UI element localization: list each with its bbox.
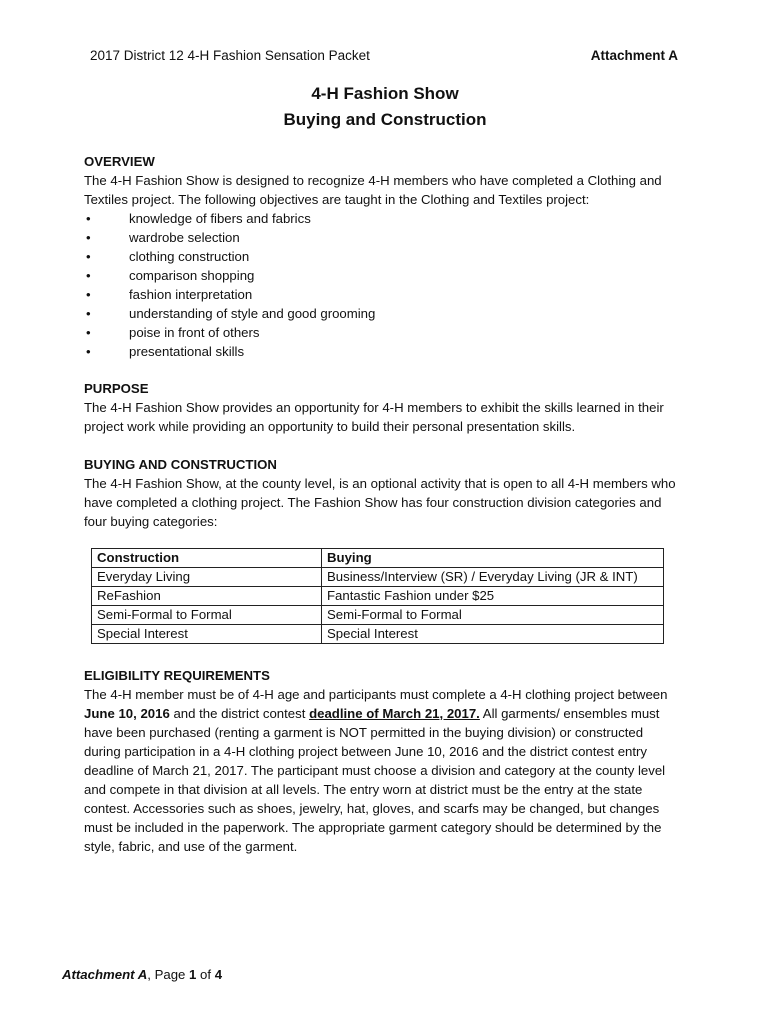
eligibility-section xyxy=(84,666,680,856)
bullet-icon: • xyxy=(86,268,91,283)
overview-intro: The 4-H Fashion Show is designed to recognize 4-H members who have completed a Clothing and Textiles project. The following objectives are taught in the Clothing and Textiles project: xyxy=(84,173,662,207)
construction-column-header: Construction xyxy=(92,549,322,568)
bullet-icon: • xyxy=(86,249,91,264)
header-packet-title: 2017 District 12 4-H Fashion Sensation Packet xyxy=(90,48,370,63)
buying-construction-text: The 4-H Fashion Show, at the county level, is an optional activity that is open to all 4-H members who have completed a clothing project. The Fashion Show has four construction division categories and four buying categories: xyxy=(84,476,676,529)
purpose-heading: PURPOSE xyxy=(84,381,149,396)
bullet-icon: • xyxy=(86,211,91,226)
eligibility-heading: ELIGIBILITY REQUIREMENTS xyxy=(84,668,270,683)
list-item: • wardrobe selection xyxy=(86,230,240,245)
table-row xyxy=(92,606,664,625)
overview-heading: OVERVIEW xyxy=(84,154,155,169)
purpose-section xyxy=(84,379,680,436)
list-item: • presentational skills xyxy=(86,344,245,359)
table-row xyxy=(92,625,664,644)
table-cell: Everyday Living xyxy=(92,568,322,587)
list-item: • fashion interpretation xyxy=(86,287,253,302)
overview-section xyxy=(84,152,680,361)
list-item: • comparison shopping xyxy=(86,268,255,283)
bullet-icon: • xyxy=(86,306,91,321)
total-page-count: 4 xyxy=(214,967,223,982)
table-cell: Fantastic Fashion under $25 xyxy=(322,587,664,606)
list-item: • poise in front of others xyxy=(86,325,260,340)
purpose-text: The 4-H Fashion Show provides an opportunity for 4-H members to exhibit the skills learned in their project work while providing an opportunity to build their personal presentation skills. xyxy=(84,400,664,434)
table-cell: Semi-Formal to Formal xyxy=(322,606,664,625)
table-cell: Special Interest xyxy=(322,625,664,644)
table-cell: Business/Interview (SR) / Everyday Living (JR & INT) xyxy=(322,568,664,587)
list-item: • knowledge of fibers and fabrics xyxy=(86,211,311,226)
bullet-icon: • xyxy=(86,325,91,340)
current-page-number: 1 xyxy=(189,967,197,982)
page-subtitle: Buying and Construction xyxy=(283,110,487,129)
bullet-icon: • xyxy=(86,287,91,302)
list-item: • understanding of style and good grooming xyxy=(86,306,376,321)
page-footer: Attachment A, Page 1 of 4 xyxy=(62,967,223,982)
objectives-list xyxy=(84,209,680,361)
table-cell: Semi-Formal to Formal xyxy=(92,606,322,625)
table-cell: Special Interest xyxy=(92,625,322,644)
eligibility-text: The 4-H member must be of 4-H age and participants must complete a 4-H clothing project between June 10, 2016 and the district contest deadline of March 21, 2017. All garments/ ensembles must have been purchased (renting a garment is NOT permitted in the buying division) or constructed during participation in a 4-H clothing project between June 10, 2016 and the district contest entry deadline of March 21, 2017. The participant must choose a division and category at the county level and compete in that division at all levels. The entry worn at district must be the entry at the state contest. Accessories such as shoes, jewelry, hat, gloves, and scarfs may be changed, but changes must be included in the paperwork. The appropriate garment category should be determined by the style, fabric, and use of the garment. xyxy=(84,687,668,854)
table-row xyxy=(92,568,664,587)
buying-column-header: Buying xyxy=(322,549,664,568)
bullet-icon: • xyxy=(86,344,91,359)
buying-construction-section xyxy=(84,455,680,531)
table-row xyxy=(92,587,664,606)
deadline-date: deadline of March 21, 2017. xyxy=(309,706,480,721)
categories-table xyxy=(91,548,664,644)
buying-construction-heading: BUYING AND CONSTRUCTION xyxy=(84,457,277,472)
start-date: June 10, 2016 xyxy=(84,706,170,721)
list-item: • clothing construction xyxy=(86,249,250,264)
footer-attachment-label: Attachment A xyxy=(62,967,148,982)
table-cell: ReFashion xyxy=(92,587,322,606)
header-attachment-label: Attachment A xyxy=(590,48,678,63)
bullet-icon: • xyxy=(86,230,91,245)
table-header-row xyxy=(92,549,664,568)
page-title: 4-H Fashion Show xyxy=(311,84,459,103)
